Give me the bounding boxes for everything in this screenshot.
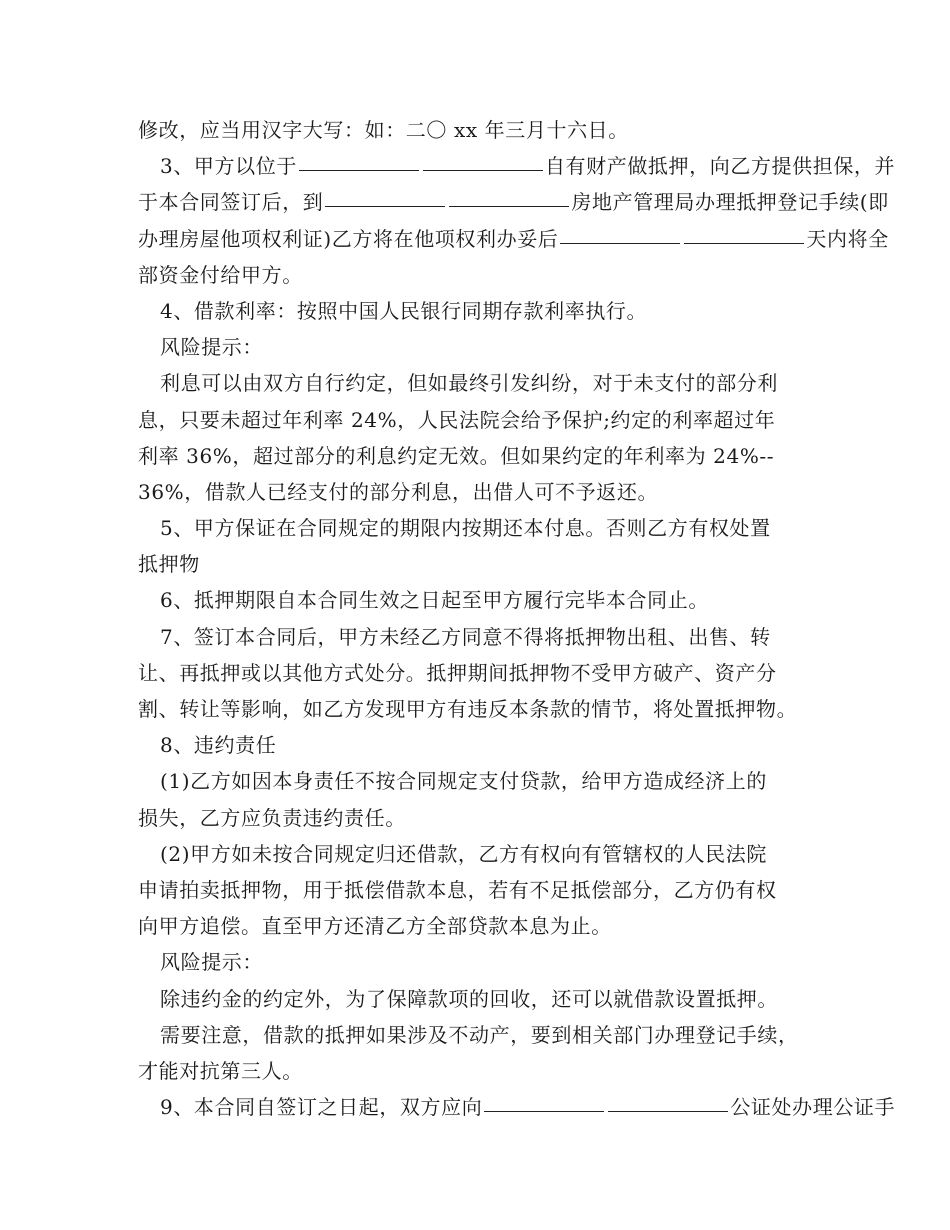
text-segment: 利息可以由双方自行约定，但如最终引发纠纷，对于未支付的部分利: [160, 371, 778, 396]
fill-in-blank[interactable]: [325, 205, 445, 207]
text-segment: 修改，应当用汉字大写：如：二〇 xx 年三月十六日。: [138, 118, 629, 142]
text-line: [138, 293, 828, 329]
text-segment: 让、再抵押或以其他方式处分。抵押期间抵押物不受甲方破产、资产分: [138, 660, 777, 685]
text-segment: 房地产管理局办理抵押登记手续(即: [571, 190, 889, 215]
text-line: [138, 112, 828, 148]
text-segment: 天内将全: [806, 226, 889, 251]
text-line: [138, 184, 889, 220]
text-segment: 向甲方追偿。直至甲方还清乙方全部贷款本息为止。: [138, 914, 612, 939]
text-line: [138, 836, 828, 872]
fill-in-blank[interactable]: [449, 205, 569, 207]
text-segment: 割、转让等影响，如乙方发现甲方有违反本条款的情节，将处置抵押物。: [138, 697, 798, 721]
text-segment: 申请拍卖抵押物，用于抵偿借款本息，若有不足抵偿部分，乙方仍有权: [138, 877, 777, 902]
text-line: [138, 800, 828, 836]
text-line: [138, 655, 828, 691]
text-segment: 9、本合同自签订之日起，双方应向: [160, 1095, 483, 1120]
text-line: [138, 221, 889, 257]
text-segment: 风险提示：: [160, 950, 263, 975]
text-line: [138, 1053, 828, 1089]
text-segment: 风险提示：: [160, 335, 263, 360]
fill-in-blank[interactable]: [299, 169, 419, 171]
text-segment: 才能对抗第三人。: [138, 1058, 303, 1083]
text-segment: (1)乙方如因本身责任不按合同规定支付贷款，给甲方造成经济上的: [160, 769, 767, 794]
text-line: [138, 257, 828, 293]
text-segment: 公证处办理公证手: [730, 1095, 896, 1120]
text-segment: 抵押物: [138, 552, 200, 577]
text-segment: (2)甲方如未按合同规定归还借款，乙方有权向有管辖权的人民法院: [160, 841, 767, 866]
text-line: [138, 691, 828, 727]
text-segment: 需要注意，借款的抵押如果涉及不动产，要到相关部门办理登记手续，: [160, 1022, 799, 1047]
text-segment: 利率 36%，超过部分的利息约定无效。但如果约定的年利率为 24%--: [138, 443, 775, 468]
text-segment: 3、甲方以位于: [160, 154, 297, 179]
text-line: [138, 329, 828, 365]
text-line: [138, 546, 828, 582]
text-segment: 8、违约责任: [160, 733, 277, 758]
text-line: [138, 727, 828, 763]
text-line: [138, 582, 828, 618]
text-line: [138, 365, 828, 401]
text-line: [138, 908, 828, 944]
text-segment: 于本合同签订后，到: [138, 190, 324, 215]
text-line: [138, 148, 896, 184]
text-line: [138, 474, 828, 510]
text-segment: 除违约金的约定外，为了保障款项的回收，还可以就借款设置抵押。: [160, 986, 778, 1011]
text-line: [138, 619, 828, 655]
text-segment: 自有财产做抵押，向乙方提供担保，并: [544, 154, 896, 179]
text-line: [138, 1017, 828, 1053]
text-segment: 息，只要未超过年利率 24%，人民法院会给予保护;约定的利率超过年: [138, 407, 776, 432]
text-line: [138, 763, 828, 799]
text-segment: 办理房屋他项权利证)乙方将在他项权利办妥后: [138, 226, 559, 251]
text-line: [138, 438, 828, 474]
fill-in-blank[interactable]: [608, 1110, 728, 1112]
text-line: [138, 981, 828, 1017]
fill-in-blank[interactable]: [423, 169, 543, 171]
fill-in-blank[interactable]: [560, 242, 680, 244]
fill-in-blank[interactable]: [684, 242, 804, 244]
text-segment: 6、抵押期限自本合同生效之日起至甲方履行完毕本合同止。: [160, 588, 709, 613]
text-segment: 36%，借款人已经支付的部分利息，出借人可不予返还。: [138, 479, 659, 504]
text-segment: 5、甲方保证在合同规定的期限内按期还本付息。否则乙方有权处置: [160, 516, 771, 541]
text-line: [138, 872, 828, 908]
text-line: [138, 944, 828, 980]
text-line: [138, 510, 828, 546]
text-line: [138, 1089, 896, 1125]
text-segment: 4、借款利率：按照中国人民银行同期存款利率执行。: [160, 298, 648, 323]
contract-body: [138, 112, 896, 1125]
fill-in-blank[interactable]: [484, 1110, 604, 1112]
text-line: [138, 402, 828, 438]
text-segment: 损失，乙方应负责违约责任。: [138, 805, 406, 830]
text-segment: 7、签订本合同后，甲方未经乙方同意不得将抵押物出租、出售、转: [160, 624, 771, 649]
text-segment: 部资金付给甲方。: [138, 262, 303, 287]
